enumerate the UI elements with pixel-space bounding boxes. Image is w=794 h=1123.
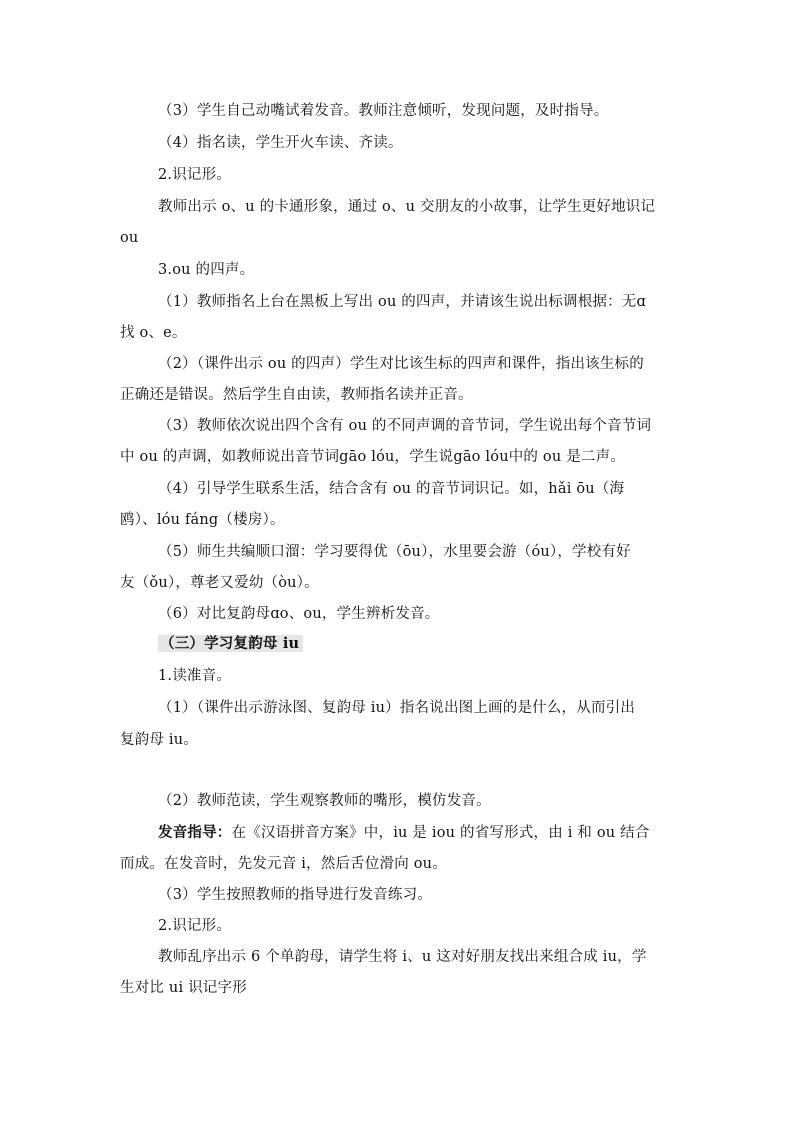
- section-heading: 2.识记形。: [158, 167, 232, 183]
- paragraph: 复韵母 iu。: [120, 732, 198, 748]
- paragraph: ou: [120, 230, 139, 246]
- paragraph: （6）对比复韵母ɑo、ou，学生辨析发音。: [158, 606, 440, 622]
- paragraph: 中 ou 的声调，如教师说出音节词gāo lóu，学生说gāo lóu中的 ou 是二声。: [120, 449, 626, 465]
- section-heading-highlighted: [158, 634, 718, 654]
- paragraph: （1）教师指名上台在黑板上写出 ou 的四声，并请该生说出标调根据：无ɑ: [158, 294, 646, 310]
- paragraph-with-label: [158, 823, 718, 843]
- paragraph: （2）教师范读，学生观察教师的嘴形，模仿发音。: [158, 793, 491, 809]
- bold-label: 发音指导：: [158, 824, 232, 841]
- paragraph: （2）（课件出示 ou 的四声）学生对比该生标的四声和课件，指出该生标的: [158, 356, 644, 372]
- paragraph: （3）学生自己动嘴试着发音。教师注意倾听，发现问题，及时指导。: [158, 103, 609, 119]
- paragraph: （1）（课件出示游泳图、复韵母 iu）指名说出图上画的是什么，从而引出: [158, 700, 636, 716]
- section-heading: 3.ou 的四声。: [158, 262, 255, 278]
- paragraph-text: 在《汉语拼音方案》中，iu 是 iou 的省写形式，由 i 和 ou 结合: [231, 825, 650, 841]
- paragraph: 找 o、e。: [120, 325, 187, 341]
- paragraph: （4）指名读，学生开火车读、齐读。: [158, 135, 403, 151]
- paragraph: 教师乱序出示 6 个单韵母，请学生将 i、u 这对好朋友找出来组合成 iu，学: [158, 949, 647, 965]
- highlighted-heading: （三）学习复韵母 iu: [158, 635, 303, 652]
- section-heading: 1.读准音。: [158, 668, 232, 684]
- paragraph: 友（ǒu），尊老又爱幼（òu）。: [120, 575, 319, 591]
- section-heading: 2.识记形。: [158, 918, 232, 934]
- paragraph: 生对比 ui 识记字形: [120, 980, 247, 996]
- paragraph: 教师出示 o、u 的卡通形象，通过 o、u 交朋友的小故事，让学生更好地识记: [158, 199, 656, 215]
- paragraph: （3）学生按照教师的指导进行发音练习。: [158, 887, 433, 903]
- paragraph: （5）师生共编顺口溜：学习要得优（ōu），水里要会游（óu），学校有好: [158, 544, 631, 560]
- paragraph: 而成。在发音时，先发元音 i，然后舌位滑向 ou。: [120, 856, 447, 872]
- paragraph: 正确还是错误。然后学生自由读，教师指名读并正音。: [120, 387, 473, 403]
- paragraph: （4）引导学生联系生活，结合含有 ou 的音节词识记。如，hǎi ōu（海: [158, 481, 625, 497]
- paragraph: 鸥）、lóu fáng（楼房）。: [120, 512, 285, 528]
- paragraph: （3）教师依次说出四个含有 ou 的不同声调的音节词，学生说出每个音节词: [158, 418, 652, 434]
